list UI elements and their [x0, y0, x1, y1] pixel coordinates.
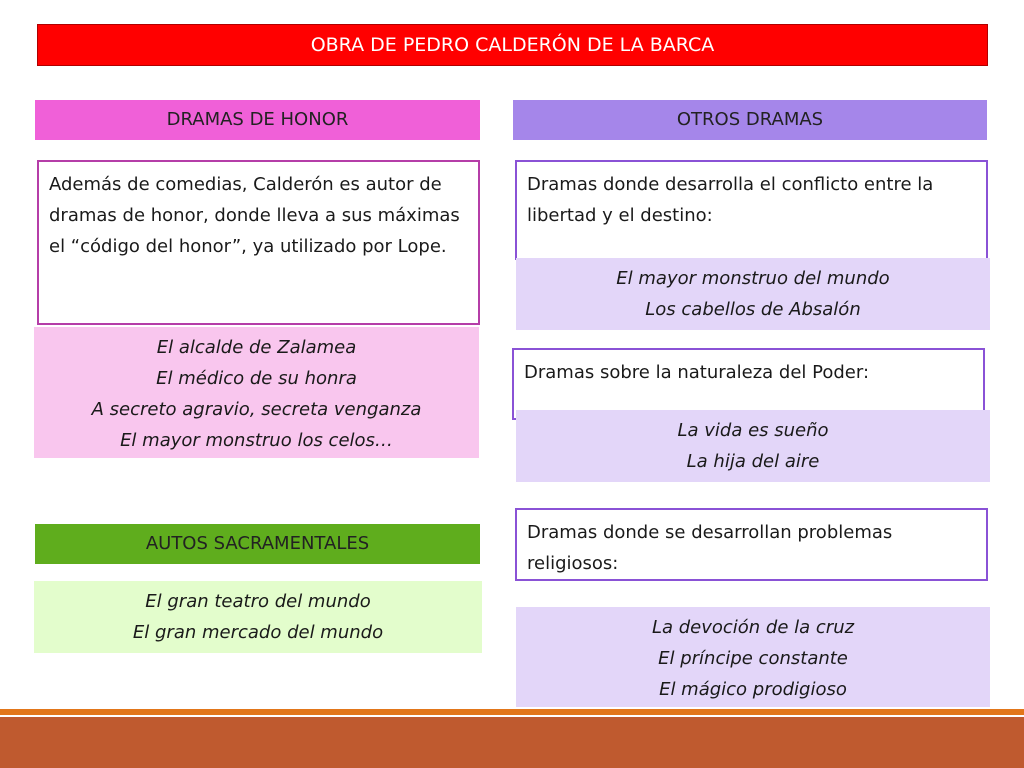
list-item: La devoción de la cruz [651, 617, 855, 638]
otros-group-2-works [516, 410, 990, 482]
otros-group-2-description: Dramas sobre la naturaleza del Poder: [512, 348, 985, 420]
list-item: El mágico prodigioso [659, 679, 847, 700]
list-item: La vida es sueño [677, 420, 829, 441]
otros-group-3-description: Dramas donde se desarrollan problemas religiosos: [515, 508, 988, 581]
honor-description: Además de comedias, Calderón es autor de dramas de honor, donde lleva a sus máximas el “código del honor”, ya utilizado por Lope. [37, 160, 480, 325]
list-item: El príncipe constante [658, 648, 848, 669]
honor-works-list [34, 327, 479, 458]
otros-header: OTROS DRAMAS [513, 100, 987, 140]
list-item: El gran mercado del mundo [132, 622, 384, 643]
page-title: OBRA DE PEDRO CALDERÓN DE LA BARCA [37, 24, 988, 66]
list-item: El médico de su honra [156, 368, 357, 389]
list-item: La hija del aire [686, 451, 820, 472]
list-item: El alcalde de Zalamea [156, 337, 357, 358]
list-item: El mayor monstruo los celos… [120, 430, 393, 451]
footer-accent-line [0, 709, 1024, 715]
otros-group-3-works [516, 607, 990, 707]
list-item: Los cabellos de Absalón [645, 299, 861, 320]
otros-group-1-description: Dramas donde desarrolla el conflicto entre la libertad y el destino: [515, 160, 988, 260]
honor-header: DRAMAS DE HONOR [35, 100, 480, 140]
list-item: El mayor monstruo del mundo [616, 268, 890, 289]
list-item: El gran teatro del mundo [145, 591, 371, 612]
autos-works-list [34, 581, 482, 653]
footer-band [0, 717, 1024, 768]
otros-group-1-works [516, 258, 990, 330]
list-item: A secreto agravio, secreta venganza [91, 399, 422, 420]
autos-header: AUTOS SACRAMENTALES [35, 524, 480, 564]
